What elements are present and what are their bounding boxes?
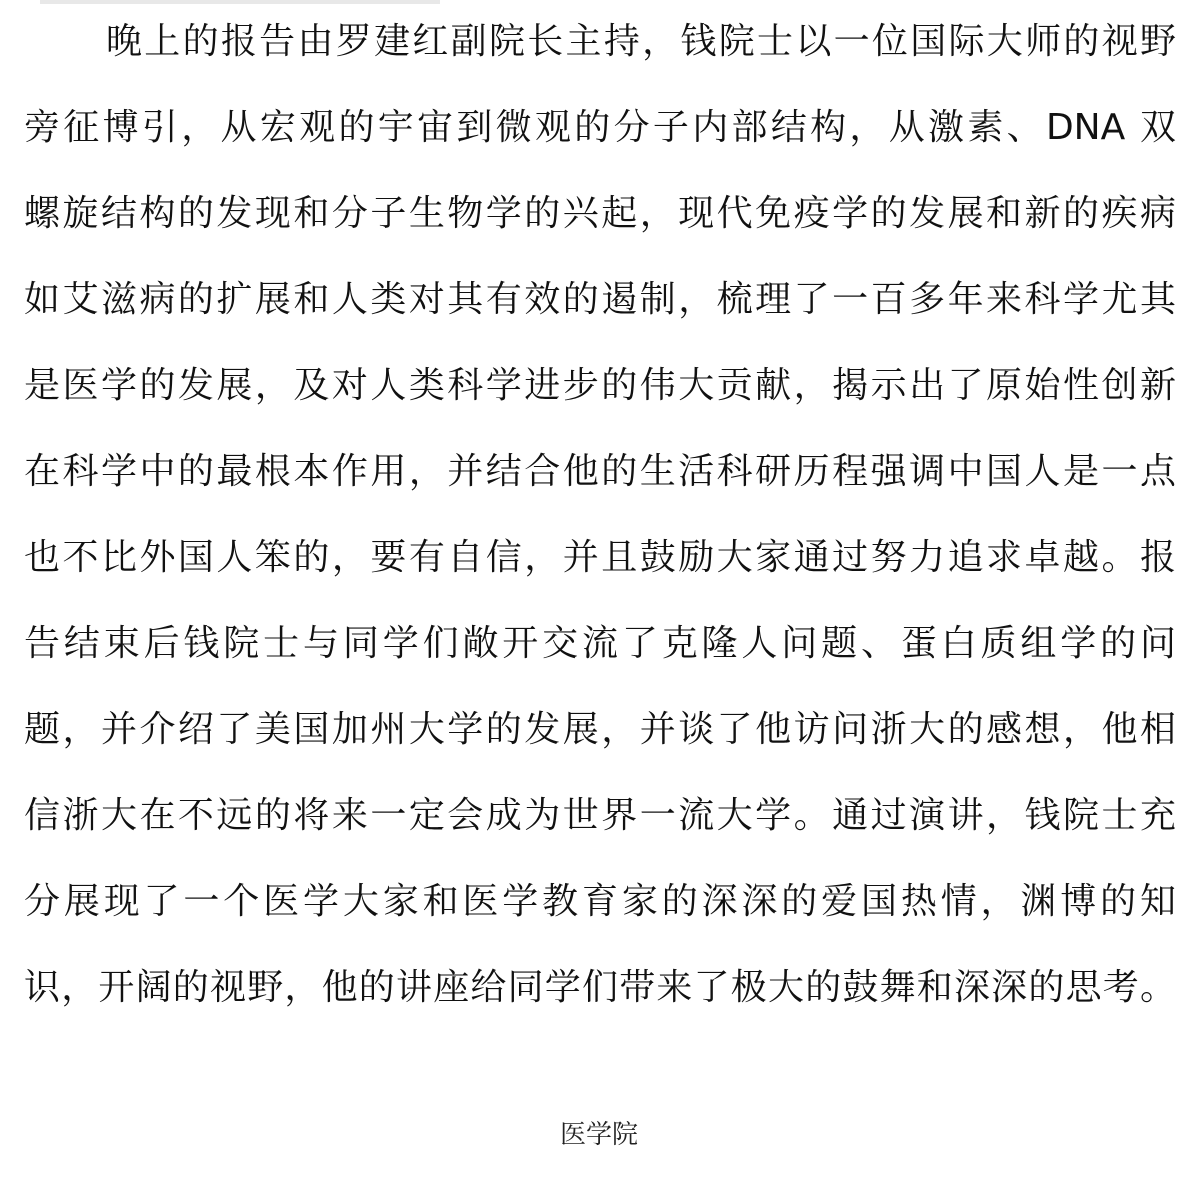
signature-department: 医学院: [560, 1120, 639, 1150]
cropped-top-edge: [40, 0, 440, 4]
paragraph-line-1: 晚上的报告由罗建红副院长主持，钱院士以一位国际大师的视野: [106, 21, 1176, 62]
paragraph-line-2: 旁征博引，从宏观的宇宙到微观的分子内部结构，从激素、DNA 双: [24, 107, 1176, 148]
paragraph-line-10: 信浙大在不远的将来一定会成为世界一流大学。通过演讲，钱院士充: [24, 795, 1176, 836]
paragraph-line-4: 如艾滋病的扩展和人类对其有效的遏制，梳理了一百多年来科学尤其: [24, 279, 1176, 320]
paragraph-line-12: 识，开阔的视野，他的讲座给同学们带来了极大的鼓舞和深深的思考。: [24, 967, 1176, 1008]
paragraph-line-9: 题，并介绍了美国加州大学的发展，并谈了他访问浙大的感想，他相: [24, 709, 1176, 750]
paragraph-line-5: 是医学的发展，及对人类科学进步的伟大贡献，揭示出了原始性创新: [24, 365, 1176, 406]
paragraph-line-8: 告结束后钱院士与同学们敞开交流了克隆人问题、蛋白质组学的问: [24, 623, 1176, 664]
paragraph-line-6: 在科学中的最根本作用，并结合他的生活科研历程强调中国人是一点: [24, 451, 1176, 492]
paragraph-line-11: 分展现了一个医学大家和医学教育家的深深的爱国热情，渊博的知: [24, 881, 1176, 922]
paragraph-line-3: 螺旋结构的发现和分子生物学的兴起，现代免疫学的发展和新的疾病: [24, 193, 1176, 234]
paragraph-line-7: 也不比外国人笨的，要有自信，并且鼓励大家通过努力追求卓越。报: [24, 537, 1176, 578]
